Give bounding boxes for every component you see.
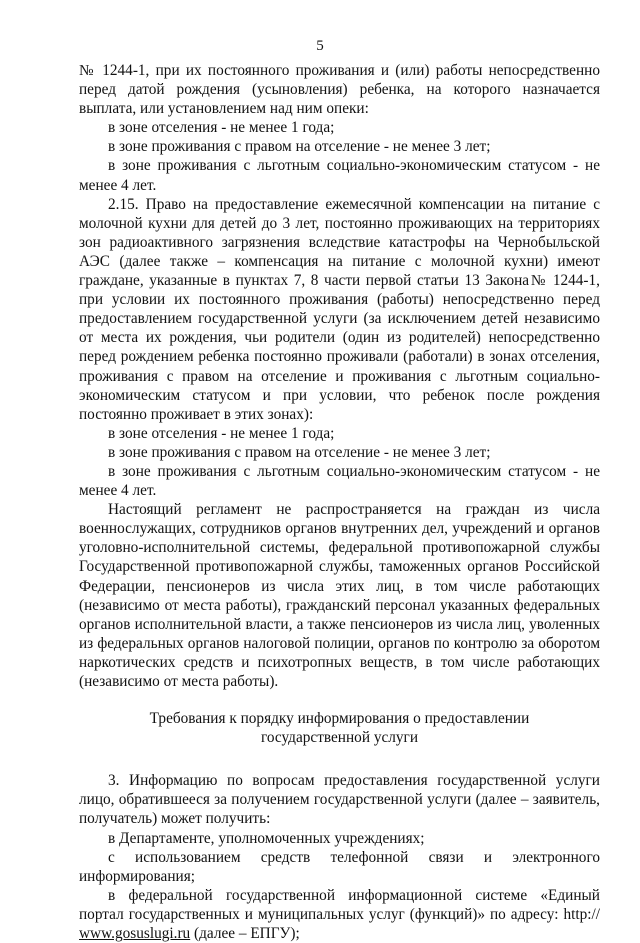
list-item: в Департаменте, уполномоченных учреждениях;	[108, 829, 425, 847]
paragraph-exclusions: Настоящий регламент не распространяется на граждан из числа военнослужащих, сотрудников органов внутренних дел, учреждений и органов уголовно-исполнительной системы, федеральной противопожарной службы Государственной противопожарной службы, таможенных органов Российской Федерации, пенсионеров из числа этих лиц, в том числе работающих (независимо от места работы), гражданский персонал указанных федеральных органов исполнительной власти, а также пенсионеров из числа лиц, уволенных из федеральных органов налоговой полиции, органов по контролю за оборотом наркотических средств и психотропных веществ, в том числе работающих (независимо от места работы).	[79, 501, 600, 690]
list-item: в зоне отселения - не менее 1 года;	[108, 119, 335, 137]
spacer	[79, 747, 600, 771]
paragraph-3: 3. Информацию по вопросам предоставления государственной услуги лицо, обратившееся за получением государственной услуги (далее – заявитель, получатель) может получить:	[79, 772, 600, 828]
document-body	[79, 61, 600, 943]
list-item: в зоне проживания с льготным социально-экономическим статусом - не менее 4 лет.	[79, 462, 600, 500]
list-item-epgu	[79, 886, 600, 943]
paragraph-2-15: 2.15. Право на предоставление ежемесячной компенсации на питание с молочной кухни для детей до 3 лет, постоянно проживающих на территориях зон радиоактивного загрязнения вследствие катастрофы на Чернобыльской АЭС (далее также – компенсация на питание с молочной кухни) имеют граждане, указанные в пунктах 7, 8 части первой статьи 13 Закона№ 1244-1, при условии их постоянного проживания (работы) непосредственно перед предоставлением государственной услуги (за исключением детей независимо от места их рождения, чьи родители (один из родителей) непосредственно перед рождением ребенка постоянно проживали (работали) в зонах отселения, проживания с правом на отселение и проживания с льготным социально-экономическим статусом и при условии, что ребенок после рождения постоянно проживает в этих зонах):	[79, 195, 600, 423]
section-heading-line-2: государственной услуги	[260, 729, 419, 747]
page-number: 5	[316, 38, 324, 54]
list-item-text: в федеральной государственной информационной системе «Единый портал государственных и муниципальных услуг (функций)» по адресу: http://	[79, 886, 600, 923]
section-heading-line-1: Требования к порядку информирования о предоставлении	[149, 710, 530, 728]
list-item: в зоне отселения - не менее 1 года;	[108, 424, 335, 442]
list-item: с использованием средств телефонной связи и электронного информирования;	[79, 848, 600, 885]
gosuslugi-link[interactable]: www.gosuslugi.ru	[79, 925, 191, 943]
paragraph-continuation: № 1244-1, при их постоянного проживания и (или) работы непосредственно перед датой рождения (усыновления) ребенка, на которого назначается выплата, или установлением над ним опеки:	[79, 62, 600, 118]
list-item-tail: (далее – ЕПГУ);	[190, 925, 300, 943]
list-item: в зоне проживания с льготным социально-экономическим статусом - не менее 4 лет.	[79, 157, 600, 194]
spacer	[79, 691, 600, 709]
list-item: в зоне проживания с правом на отселение - не менее 3 лет;	[108, 443, 491, 461]
list-item: в зоне проживания с правом на отселение - не менее 3 лет;	[108, 138, 491, 156]
